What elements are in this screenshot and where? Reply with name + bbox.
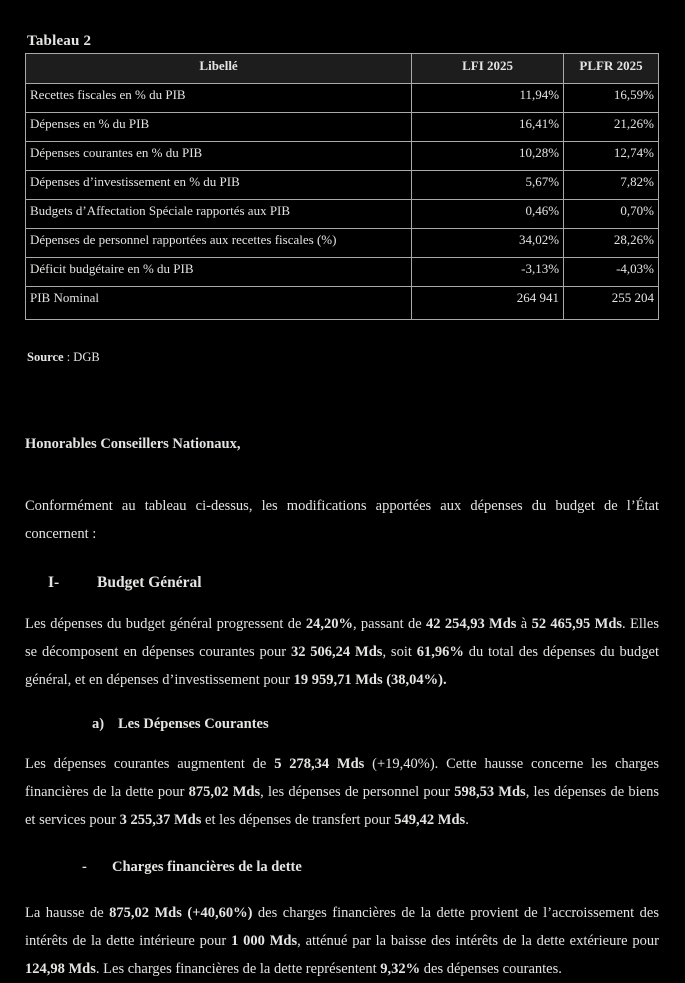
lfi-value-cell: 34,02% xyxy=(412,229,564,258)
table-header-row xyxy=(26,54,659,84)
table-row xyxy=(26,142,659,171)
plfr-value-cell: 21,26% xyxy=(564,113,659,142)
lfi-value-cell: 0,46% xyxy=(412,200,564,229)
salutation: Honorables Conseillers Nationaux, xyxy=(25,436,241,452)
table-row xyxy=(26,84,659,113)
heading-label: Budget Général xyxy=(97,574,202,591)
plfr-value-cell: -4,03% xyxy=(564,258,659,287)
heading-budget-general xyxy=(25,574,659,592)
plfr-value-cell: 12,74% xyxy=(564,142,659,171)
row-label-cell: PIB Nominal xyxy=(26,287,412,320)
plfr-value-cell: 16,59% xyxy=(564,84,659,113)
table-row xyxy=(26,113,659,142)
plfr-value-cell: 255 204 xyxy=(564,287,659,320)
row-label-cell: Dépenses courantes en % du PIB xyxy=(26,142,412,171)
plfr-value-cell: 7,82% xyxy=(564,171,659,200)
paragraph-charges-financieres: La hausse de 875,02 Mds (+40,60%) des charges financières de la dette provient de l’accroissement des intérêts de la dette intérieure pour 1 000 Mds, atténué par la baisse des intérêts de la dette extérieure pour 124,98 Mds. Les charges financières de la dette représentent 9,32% des dépenses courantes. xyxy=(25,905,659,977)
heading-label: Les Dépenses Courantes xyxy=(118,716,269,732)
row-label-cell: Dépenses en % du PIB xyxy=(26,113,412,142)
table-row xyxy=(26,200,659,229)
plfr-value-cell: 28,26% xyxy=(564,229,659,258)
row-label-cell: Budgets d’Affectation Spéciale rapportés aux PIB xyxy=(26,200,412,229)
lfi-value-cell: -3,13% xyxy=(412,258,564,287)
lfi-value-cell: 264 941 xyxy=(412,287,564,320)
row-label-cell: Dépenses d’investissement en % du PIB xyxy=(26,171,412,200)
header-lfi-2025: LFI 2025 xyxy=(412,54,564,84)
table-row xyxy=(26,229,659,258)
row-label-cell: Dépenses de personnel rapportées aux recettes fiscales (%) xyxy=(26,229,412,258)
lfi-value-cell: 10,28% xyxy=(412,142,564,171)
table-row xyxy=(26,171,659,200)
source-line xyxy=(27,350,659,365)
table-row xyxy=(26,287,659,320)
header-plfr-2025: PLFR 2025 xyxy=(564,54,659,84)
plfr-value-cell: 0,70% xyxy=(564,200,659,229)
source-label: Source xyxy=(27,350,64,364)
heading-number: I- xyxy=(48,574,60,591)
row-label-cell: Déficit budgétaire en % du PIB xyxy=(26,258,412,287)
heading-dash: - xyxy=(82,859,87,875)
paragraph-budget-general: Les dépenses du budget général progressent de 24,20%, passant de 42 254,93 Mds à 52 465,95 Mds. Elles se décomposent en dépenses courantes pour 32 506,24 Mds, soit 61,96% du total des dépenses du budget général, et en dépenses d’investissement pour 19 959,71 Mds (38,04%). xyxy=(25,616,659,688)
data-table xyxy=(25,53,659,320)
header-libelle: Libellé xyxy=(26,54,412,84)
lfi-value-cell: 16,41% xyxy=(412,113,564,142)
heading-number: a) xyxy=(92,716,105,732)
lfi-value-cell: 5,67% xyxy=(412,171,564,200)
source-value: : DGB xyxy=(63,350,100,364)
heading-depenses-courantes xyxy=(25,716,659,733)
paragraph-intro: Conformément au tableau ci-dessus, les modifications apportées aux dépenses du budget de l’État concernent : xyxy=(25,498,659,542)
heading-label: Charges financières de la dette xyxy=(112,859,302,875)
paragraph-depenses-courantes: Les dépenses courantes augmentent de 5 278,34 Mds (+19,40%). Cette hausse concerne les charges financières de la dette pour 875,02 Mds, les dépenses de personnel pour 598,53 Mds, les dépenses de biens et services pour 3 255,37 Mds et les dépenses de transfert pour 549,42 Mds. xyxy=(25,756,659,828)
lfi-value-cell: 11,94% xyxy=(412,84,564,113)
row-label-cell: Recettes fiscales en % du PIB xyxy=(26,84,412,113)
table-row xyxy=(26,258,659,287)
heading-charges-financieres xyxy=(25,859,659,876)
table-title: Tableau 2 xyxy=(27,33,92,49)
